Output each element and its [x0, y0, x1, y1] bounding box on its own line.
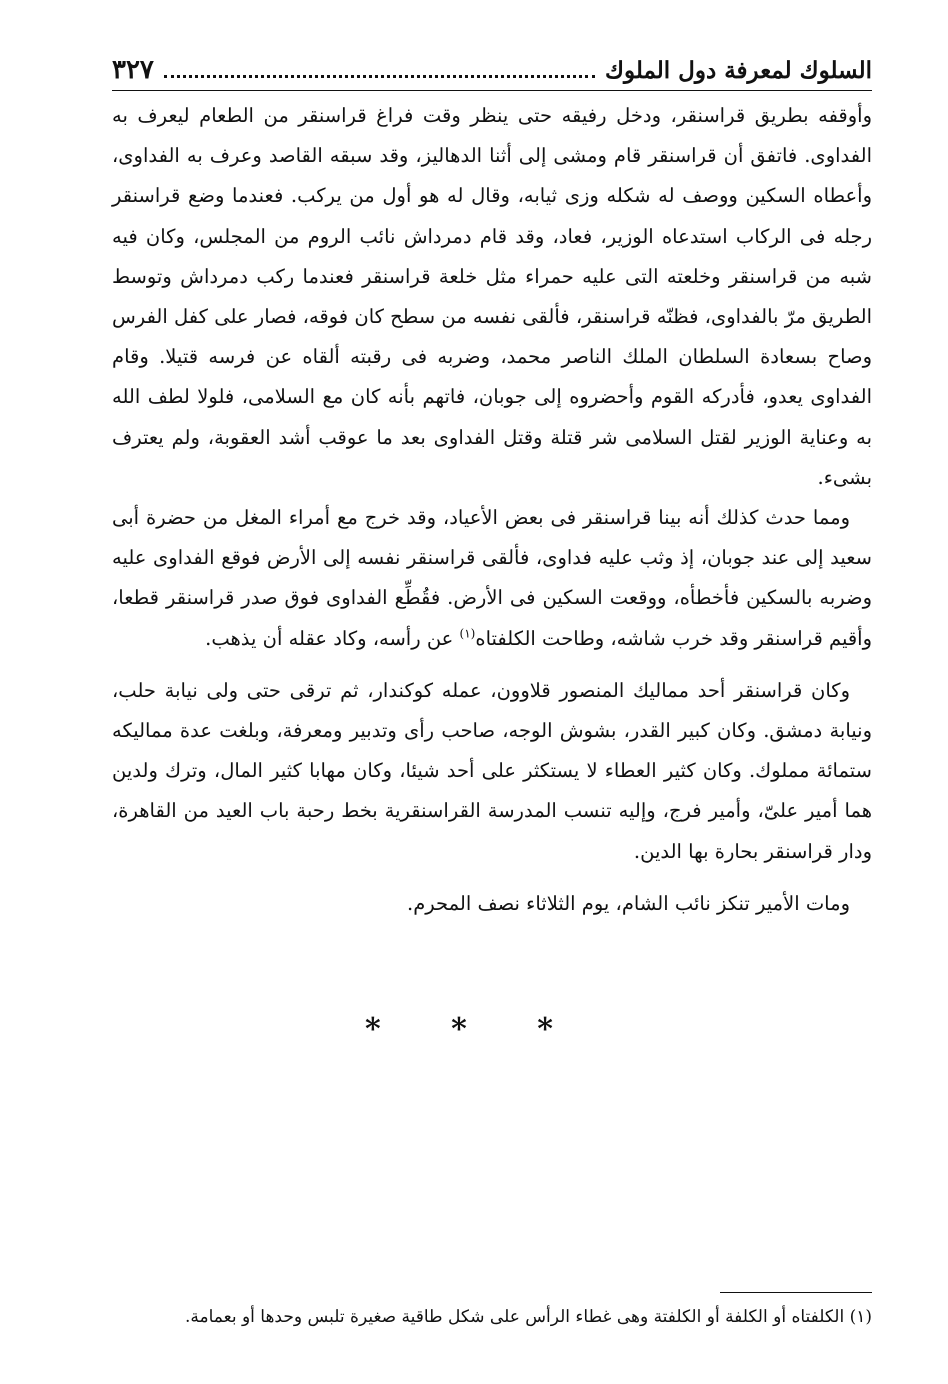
footnote: (١) الكلفتاه أو الكلفة أو الكلفتة وهى غطاء الرأس على شكل طاقية صغيرة تلبس وحدها أو بعمامة.: [184, 1307, 872, 1327]
running-header: [112, 50, 872, 91]
paragraph-4: ومات الأمير تنكز نائب الشام، يوم الثلاثاء نصف المحرم.: [407, 891, 850, 915]
paragraph-1: وأوقفه بطريق قراسنقر، ودخل رفيقه حتى ينظر وقت فراغ قراسنقر من الطعام ليعرف به الفداوى. فاتفق أن قراسنقر قام ومشى إلى أثنا الدهاليز، وقد سبقه القاصد وعرف به الفداوى، وأعطاه السكين ووصف له شكله وزى ثيابه، وقال له هو أول من يركب. فعندما وضع قراسنقر رجله فى الركاب استدعاه الوزير، فعاد، وقد قام دمرداش نائب الروم من المجلس، وكان فيه شبه من قراسنقر وخلعته التى عليه حمراء مثل خلعة قراسنقر فعندما ركب دمرداش وتوسط الطريق مرّ بالفداوى، فظنّه قراسنقر، فألقى نفسه من سطح كان فوقه، فصار على كفل الفرس وصاح بسعادة السلطان الملك الناصر محمد، وضربه فى رقبته ألقاه عن فرسه قتيلا. وقام الفداوى يعدو، فأدركه القوم وأحضروه إلى جوبان، فاتهم بأنه كان مع السلامى، فلولا لطف الله به وعناية الوزير لقتل السلامى شر قتلة وقتل الفداوى بعد ما عوقب أشد العقوبة، ولم يعترف بشىء.: [112, 104, 873, 489]
page-number: ٣٢٧: [112, 55, 154, 85]
paragraph-2-end: عن رأسه، وكاد عقله أن يذهب.: [205, 626, 454, 650]
book-title: السلوك لمعرفة دول الملوك: [604, 56, 872, 84]
dot-leader: [164, 63, 595, 78]
paragraph-2: [112, 498, 872, 659]
section-separator: * * *: [365, 1012, 583, 1047]
paragraph-2-text: ومما حدث كذلك أنه بينا قراسنقر فى بعض الأعياد، وقد خرج مع أمراء المغل من حضرة أبى سعيد إلى عند جوبان، إذ وثب عليه فداوى، فألقى قراسنقر نفسه إلى الأرض فوقع الفداوى عليه وضربه بالسكين فأخطأه، ووقعت السكين فى الأرض. فقُطِّع الفداوى فوق صدر قراسنقر قطعا، وأقيم قراسنقر وقد خرب شاشه، وطاحت الكلفتاه: [112, 506, 872, 650]
main-text: [112, 96, 872, 924]
footnote-reference: (١): [459, 626, 476, 641]
footnote-divider: [720, 1292, 872, 1293]
paragraph-3: وكان قراسنقر أحد مماليك المنصور قلاوون، عمله كوكندار، ثم ترقى حتى ولى نيابة حلب، ونيابة دمشق. وكان كبير القدر، بشوش الوجه، صاحب رأى وتدبير ومعرفة، وبلغت عدة مماليكه ستمائة مملوك. وكان كثير العطاء لا يستكثر على أحد شيئا، وكان مهابا كثير المال، وترك ولدين هما أمير علىّ، وأمير فرج، وإليه تنسب المدرسة القراسنقرية بخط رحبة باب العيد من القاهرة، ودار قراسنقر بحارة بها الدين.: [112, 678, 872, 863]
